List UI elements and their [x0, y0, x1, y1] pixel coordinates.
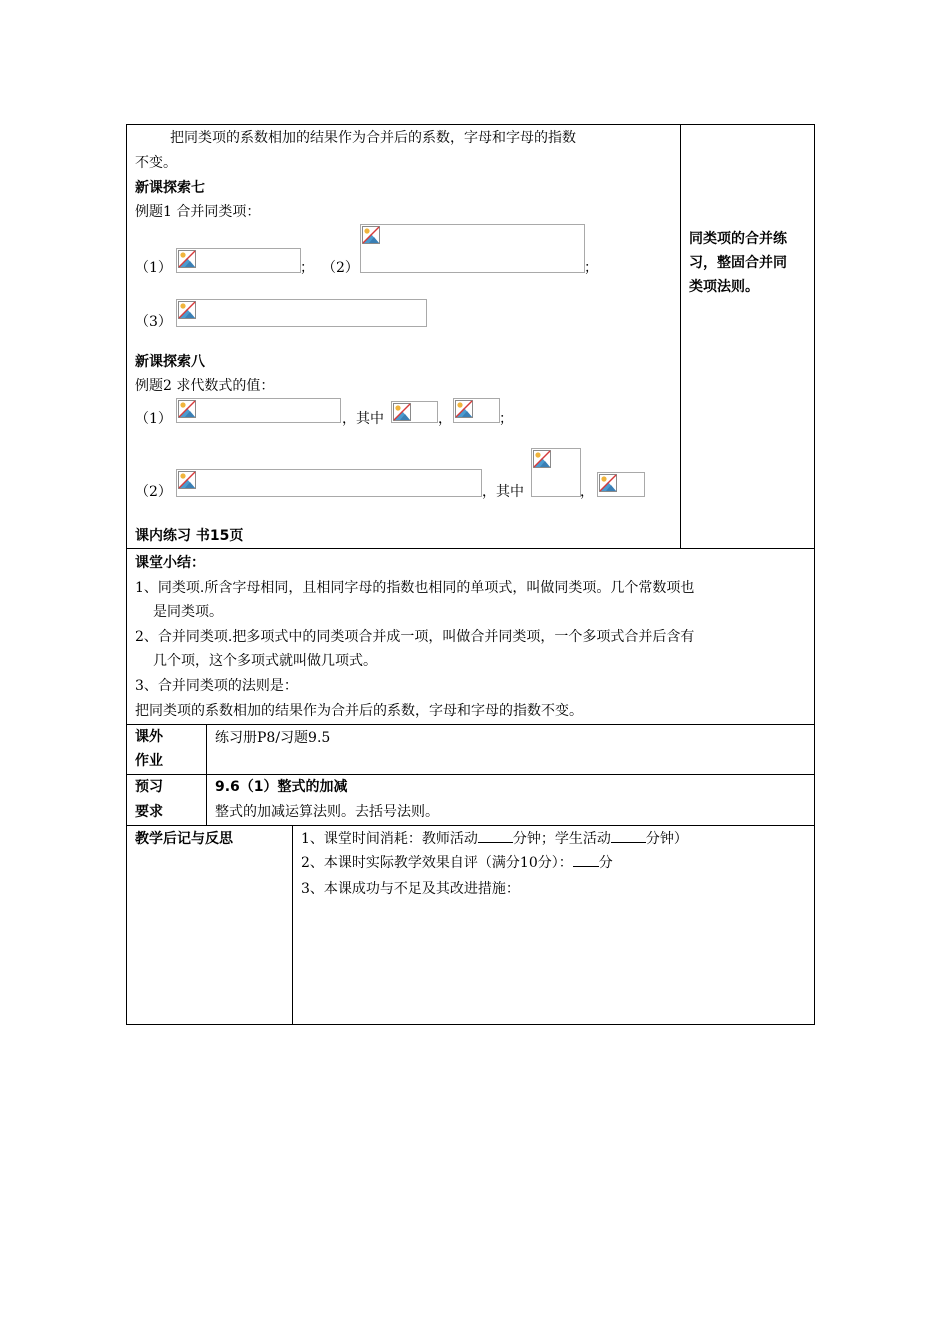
intro-text-line1: 把同类项的系数相加的结果作为合并后的系数，字母和字母的指数 — [170, 130, 576, 146]
question1-comma: ， — [438, 411, 452, 427]
broken-image-icon — [178, 400, 196, 418]
example2-title: 例题2 求代数式的值： — [135, 378, 275, 394]
example1-title: 例题1 合并同类项： — [135, 204, 261, 220]
item3-label: （3） — [135, 314, 172, 330]
row-divider-2 — [126, 724, 815, 725]
preview-content: 整式的加减运算法则。去括号法则。 — [215, 804, 439, 820]
summary-point1-line1: 1、同类项.所含字母相同，且相同字母的指数也相同的单项式，叫做同类项。几个常数项也 — [135, 580, 695, 596]
formula-image-8 — [531, 448, 581, 497]
heading-explore-7: 新课探索七 — [135, 180, 205, 196]
formula-image-1 — [176, 248, 301, 273]
broken-image-icon — [393, 403, 411, 421]
broken-image-icon — [362, 226, 380, 244]
table-border-right — [814, 124, 815, 1025]
question2-where: ，其中 — [482, 484, 524, 500]
reflection-item2-suffix: 分 — [598, 855, 613, 871]
label-divider-reflection — [292, 825, 293, 1025]
item2-separator: ； — [584, 260, 598, 276]
summary-rule: 把同类项的系数相加的结果作为合并后的系数，字母和字母的指数不变。 — [135, 703, 583, 719]
table-border-left — [126, 124, 127, 1025]
homework-label-line2: 作业 — [135, 753, 163, 769]
formula-image-5 — [391, 401, 438, 423]
preview-label-line2: 要求 — [135, 804, 163, 820]
item1-label: （1） — [135, 260, 172, 276]
row-divider-3 — [126, 774, 815, 775]
student-minutes-blank[interactable] — [611, 842, 646, 843]
reflection-item1-suffix: 分钟） — [645, 831, 688, 847]
side-column-divider — [680, 124, 681, 548]
formula-image-6 — [453, 398, 500, 423]
reflection-item3: 3、本课成功与不足及其改进措施： — [301, 881, 520, 897]
teacher-minutes-blank[interactable] — [478, 842, 513, 843]
side-note-line2: 习，整固合并同 — [689, 255, 787, 271]
summary-point2-line2: 几个项，这个多项式就叫做几项式。 — [153, 653, 377, 669]
preview-title: 9.6（1）整式的加减 — [215, 779, 348, 795]
summary-point3: 3、合并同类项的法则是： — [135, 678, 298, 694]
formula-image-3 — [176, 299, 427, 327]
formula-image-9 — [597, 472, 645, 497]
reflection-item2-prefix: 2、本课时实际教学效果自评（满分10分）： — [301, 855, 573, 871]
summary-title: 课堂小结： — [135, 555, 205, 571]
homework-label-line1: 课外 — [135, 729, 163, 745]
item1-separator: ； — [300, 260, 314, 276]
reflection-item1 — [301, 829, 688, 849]
reflection-item2 — [301, 853, 613, 873]
question2-label: （2） — [135, 484, 172, 500]
table-border-top — [126, 124, 815, 125]
intro-text-line2: 不变。 — [135, 155, 177, 171]
broken-image-icon — [599, 474, 617, 492]
label-divider-homework — [206, 724, 207, 825]
homework-content: 练习册P8/习题9.5 — [215, 730, 331, 746]
question1-semicolon: ； — [499, 411, 513, 427]
question2-comma: ， — [580, 484, 594, 500]
formula-image-4 — [176, 398, 341, 423]
row-divider-1 — [126, 548, 815, 549]
preview-label-line1: 预习 — [135, 779, 163, 795]
reflection-label: 教学后记与反思 — [135, 831, 233, 847]
side-note-line1: 同类项的合并练 — [689, 231, 787, 247]
formula-image-2 — [360, 224, 585, 273]
broken-image-icon — [178, 250, 196, 268]
in-class-practice: 课内练习 书15页 — [135, 528, 244, 544]
heading-explore-8: 新课探索八 — [135, 354, 205, 370]
table-border-bottom — [126, 1024, 815, 1025]
broken-image-icon — [178, 301, 196, 319]
formula-image-7 — [176, 469, 482, 497]
reflection-item1-prefix: 1、课堂时间消耗：教师活动 — [301, 831, 478, 847]
summary-point2-line1: 2、合并同类项.把多项式中的同类项合并成一项，叫做合并同类项，一个多项式合并后含有 — [135, 629, 695, 645]
summary-point1-line2: 是同类项。 — [153, 604, 223, 620]
row-divider-4 — [126, 825, 815, 826]
broken-image-icon — [533, 450, 551, 468]
question1-where: ，其中 — [342, 411, 384, 427]
reflection-item1-middle: 分钟；学生活动 — [512, 831, 611, 847]
broken-image-icon — [178, 471, 196, 489]
question1-label: （1） — [135, 411, 172, 427]
item2-label: （2） — [322, 260, 359, 276]
broken-image-icon — [455, 400, 473, 418]
side-note-line3: 类项法则。 — [689, 279, 759, 295]
self-score-blank[interactable] — [573, 866, 599, 867]
